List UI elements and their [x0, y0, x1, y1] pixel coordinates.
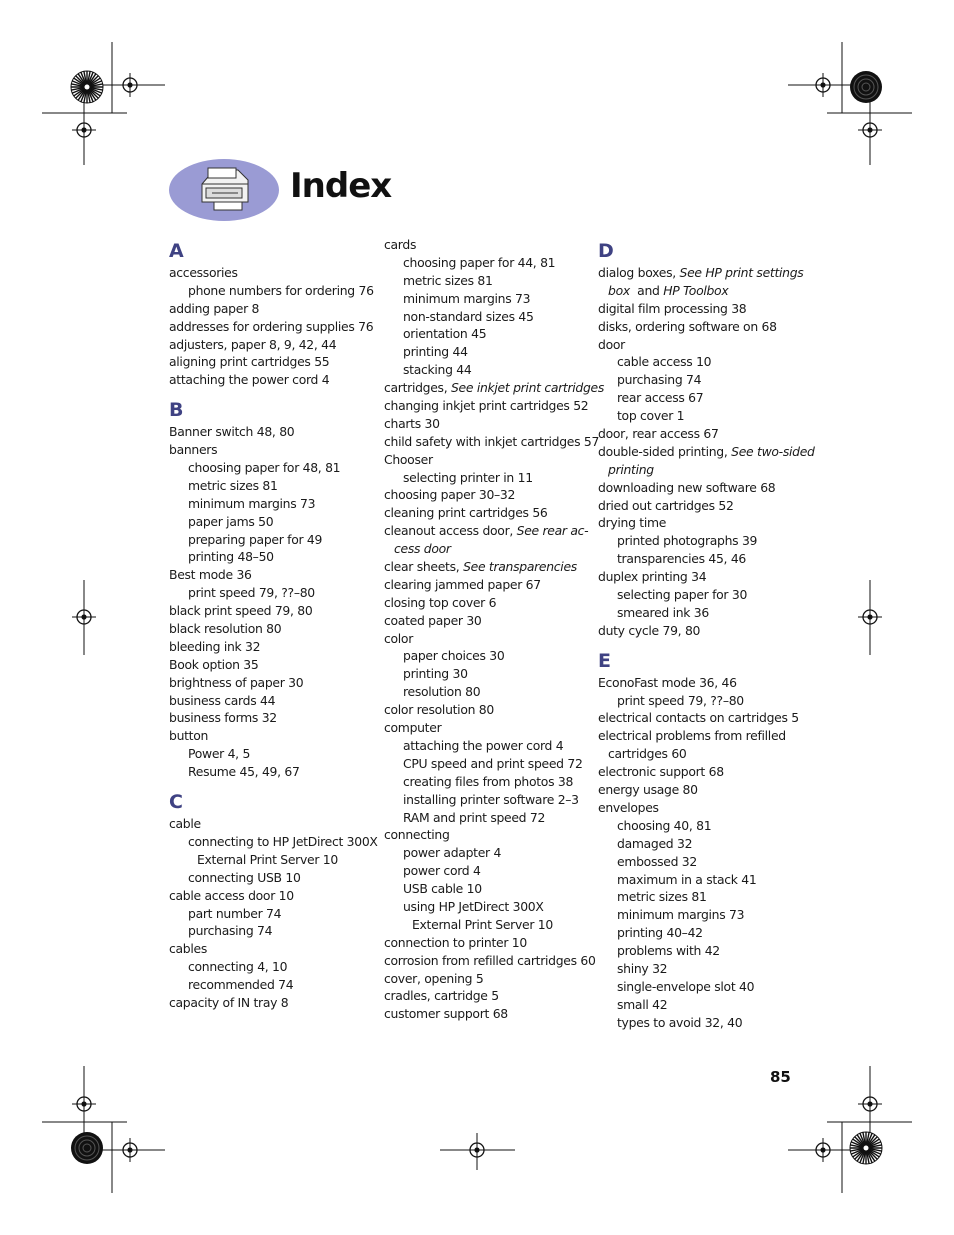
index-entry	[384, 504, 589, 522]
index-entry	[169, 353, 374, 371]
index-entry-text: USB cable 10	[403, 881, 482, 897]
index-subentry	[598, 461, 803, 479]
index-subentry	[598, 835, 803, 853]
index-subentry	[384, 469, 589, 487]
index-subentry	[169, 548, 374, 566]
index-entry	[169, 940, 374, 958]
index-entry	[169, 994, 374, 1012]
index-entry-text: transparencies 45, 46	[617, 551, 746, 567]
index-entry-text: duplex printing 34	[598, 569, 707, 585]
index-subentry	[384, 272, 589, 290]
index-subentry	[384, 737, 589, 755]
index-entry	[169, 371, 374, 389]
index-entry-text: creating files from photos 38	[403, 773, 574, 789]
index-entry-text: cleaning print cartridges 56	[384, 505, 548, 521]
index-subentry	[598, 906, 803, 924]
index-subentry	[384, 809, 589, 827]
index-entry	[598, 727, 803, 745]
index-subentry	[384, 862, 589, 880]
index-entry-text: minimum margins 73	[188, 495, 316, 511]
index-subentry	[384, 683, 589, 701]
index-entry-text: rear access 67	[617, 390, 704, 406]
index-entry-text: cleanout access door,	[384, 523, 517, 539]
index-entry-cross-reference: See transparencies	[463, 559, 577, 575]
index-entry	[598, 781, 803, 799]
index-entry-text: electrical contacts on cartridges 5	[598, 710, 799, 726]
index-entry-text: customer support 68	[384, 1006, 508, 1022]
index-entry	[169, 318, 374, 336]
index-column-1	[169, 238, 378, 1012]
index-entry-text: capacity of IN tray 8	[169, 994, 289, 1010]
index-entry	[169, 423, 374, 441]
index-entry-cross-reference: See rear ac-	[516, 523, 589, 539]
index-entry	[384, 952, 596, 970]
index-entry-text: color	[384, 630, 414, 646]
index-entry-text: printed photographs 39	[617, 533, 758, 549]
index-subentry	[598, 960, 803, 978]
index-entry-text: print speed 79, ??–80	[188, 585, 315, 601]
index-subentry	[169, 958, 374, 976]
index-entry-text: Best mode 36	[169, 567, 252, 583]
index-entry-text: cartridges 60	[608, 746, 687, 762]
index-entry-cross-reference: cess door	[394, 541, 451, 557]
index-entry	[169, 602, 374, 620]
index-entry	[169, 727, 374, 745]
index-subentry	[384, 540, 589, 558]
index-entry-text: purchasing 74	[188, 923, 273, 939]
index-entry-text: choosing paper for 44, 81	[403, 254, 556, 270]
index-entry-text: cradles, cartridge 5	[384, 988, 499, 1004]
index-subentry	[169, 745, 374, 763]
index-entry-text: choosing 40, 81	[617, 817, 712, 833]
index-subentry	[598, 550, 803, 568]
index-subentry	[598, 924, 803, 942]
index-entry-text: color resolution 80	[384, 702, 494, 718]
index-entry	[169, 441, 374, 459]
index-entry	[384, 987, 589, 1005]
index-entry-text: CPU speed and print speed 72	[403, 755, 583, 771]
index-entry-text: phone numbers for ordering 76	[188, 282, 374, 298]
index-entry	[384, 594, 589, 612]
index-entry-text: cables	[169, 941, 207, 957]
index-subentry	[384, 755, 589, 773]
index-entry-text: smeared ink 36	[617, 604, 709, 620]
index-subentry	[598, 888, 803, 906]
index-subentry	[598, 871, 803, 889]
index-entry	[598, 425, 803, 443]
index-entry-text: selecting printer in 11	[403, 469, 533, 485]
index-entry-text: drying time	[598, 515, 667, 531]
index-entry-text: cable access 10	[617, 354, 712, 370]
index-subentry	[169, 851, 374, 869]
index-entry-text: maximum in a stack 41	[617, 871, 757, 887]
index-entry-text: resolution 80	[403, 684, 481, 700]
index-entry-text: damaged 32	[617, 835, 693, 851]
index-entry	[384, 236, 589, 254]
index-subentry	[598, 1014, 803, 1032]
index-subentry	[598, 978, 803, 996]
index-entry-text: cartridges,	[384, 380, 451, 396]
index-entry-text: black print speed 79, 80	[169, 603, 313, 619]
index-entry-text: brightness of paper 30	[169, 674, 304, 690]
index-subentry	[384, 844, 589, 862]
index-subentry	[169, 495, 374, 513]
printer-icon	[168, 158, 280, 222]
index-entry	[384, 970, 589, 988]
index-subentry	[598, 371, 803, 389]
index-subentry	[384, 791, 589, 809]
index-entry-text: metric sizes 81	[188, 477, 278, 493]
index-letter-heading: E	[598, 649, 611, 672]
index-entry-text: installing printer software 2–3	[403, 791, 579, 807]
index-entry-text: banners	[169, 442, 218, 458]
index-subentry	[384, 880, 589, 898]
index-entry-text: non-standard sizes 45	[403, 308, 534, 324]
index-subentry	[598, 996, 803, 1014]
index-entry-text: recommended 74	[188, 977, 294, 993]
index-entry	[169, 674, 374, 692]
index-subentry	[384, 916, 589, 934]
index-entry-cross-reference: printing	[608, 461, 654, 477]
index-entry-text: button	[169, 728, 209, 744]
index-entry-text: duty cycle 79, 80	[598, 622, 701, 638]
index-entry-text: External Print Server 10	[412, 916, 553, 932]
index-subentry	[598, 817, 803, 835]
index-entry-text: External Print Server 10	[197, 851, 338, 867]
index-entry-text: cable access door 10	[169, 887, 294, 903]
index-entry-text: digital film processing 38	[598, 300, 747, 316]
index-entry-text: part number 74	[188, 905, 282, 921]
index-entry-text: adjusters, paper 8, 9, 42, 44	[169, 336, 337, 352]
index-letter-heading: B	[169, 399, 184, 422]
index-entry-text: dialog boxes,	[598, 265, 680, 280]
index-entry-text: selecting paper for 30	[617, 587, 748, 603]
index-entry-text: purchasing 74	[617, 372, 702, 388]
index-subentry	[384, 325, 589, 343]
index-entry-text: embossed 32	[617, 853, 697, 869]
index-entry-text: connecting	[384, 827, 450, 843]
index-entry	[384, 397, 589, 415]
index-entry-text: clear sheets,	[384, 559, 464, 575]
index-subentry	[169, 459, 374, 477]
index-entry	[598, 497, 803, 515]
index-subentry	[169, 905, 374, 923]
index-entry-text: changing inkjet print cartridges 52	[384, 398, 589, 414]
index-entry	[169, 656, 374, 674]
index-entry	[598, 514, 803, 532]
index-subentry	[598, 586, 803, 604]
index-letter-heading: D	[598, 240, 614, 262]
index-entry-text: choosing paper 30–32	[384, 487, 516, 503]
index-entry-text: business cards 44	[169, 692, 276, 708]
index-column-3	[598, 238, 815, 1032]
index-entry-text: metric sizes 81	[617, 889, 707, 905]
index-entry	[384, 379, 605, 397]
index-entry-cross-reference: box	[608, 282, 630, 298]
index-entry	[384, 719, 589, 737]
index-entry-text: using HP JetDirect 300X	[403, 898, 544, 914]
index-entry	[384, 576, 589, 594]
index-subentry	[384, 898, 589, 916]
index-subentry	[384, 665, 589, 683]
index-letter-heading: A	[169, 240, 184, 262]
index-entry-text: electrical problems from refilled	[598, 728, 786, 744]
index-entry-text: double-sided printing,	[598, 443, 732, 459]
index-subentry	[384, 647, 589, 665]
index-entry	[384, 934, 589, 952]
index-subentry	[169, 976, 374, 994]
page-number: 85	[770, 1068, 791, 1086]
index-entry-text: disks, ordering software on 68	[598, 318, 777, 334]
index-entry	[598, 479, 803, 497]
index-entry	[384, 558, 589, 576]
index-entry-text: charts 30	[384, 415, 440, 431]
index-entry	[384, 522, 589, 540]
index-subentry	[384, 254, 589, 272]
index-subentry	[598, 282, 803, 300]
index-entry-text: Power 4, 5	[188, 746, 251, 762]
index-subentry	[169, 477, 374, 495]
index-entry-text: preparing paper for 49	[188, 531, 323, 547]
index-entry	[598, 443, 815, 461]
index-entry-text: child safety with inkjet cartridges 57	[384, 433, 600, 449]
index-entry-text: black resolution 80	[169, 621, 282, 637]
index-entry-text: printing 44	[403, 344, 468, 360]
index-column-2	[384, 236, 605, 1023]
index-subentry	[598, 407, 803, 425]
index-entry	[384, 701, 589, 719]
index-subentry	[384, 343, 589, 361]
index-entry-text: and	[629, 282, 664, 298]
index-entry	[169, 638, 374, 656]
index-entry-text: cable	[169, 816, 201, 832]
index-entry	[384, 612, 589, 630]
index-entry	[598, 300, 803, 318]
index-entry	[598, 318, 803, 336]
index-entry	[169, 336, 374, 354]
index-entry-cross-reference: HP Toolbox	[663, 282, 729, 298]
index-entry-text: printing 30	[403, 666, 468, 682]
index-entry-cross-reference: See HP print settings	[679, 265, 804, 280]
index-entry-text: dried out cartridges 52	[598, 497, 734, 513]
index-entry-text: downloading new software 68	[598, 479, 776, 495]
index-entry-text: closing top cover 6	[384, 594, 497, 610]
index-entry	[169, 815, 374, 833]
index-entry	[598, 799, 803, 817]
index-entry	[598, 264, 803, 282]
index-entry-text: RAM and print speed 72	[403, 809, 546, 825]
index-subentry	[598, 604, 803, 622]
index-entry-text: envelopes	[598, 799, 659, 815]
index-entry-text: small 42	[617, 996, 668, 1012]
index-subentry	[384, 290, 589, 308]
index-entry-text: corrosion from refilled cartridges 60	[384, 952, 596, 968]
index-subentry	[169, 869, 374, 887]
index-entry-text: door	[598, 336, 625, 352]
index-entry-text: printing 40–42	[617, 925, 703, 941]
index-entry-text: business forms 32	[169, 710, 277, 726]
index-entry	[384, 415, 589, 433]
index-subentry	[169, 282, 374, 300]
index-entry-text: Book option 35	[169, 656, 259, 672]
index-entry	[598, 709, 803, 727]
index-entry-text: minimum margins 73	[403, 290, 531, 306]
index-entry-cross-reference: See two-sided	[731, 443, 815, 459]
index-entry-text: cover, opening 5	[384, 970, 484, 986]
index-entry-text: Chooser	[384, 451, 433, 467]
index-subentry	[384, 361, 589, 379]
index-subentry	[598, 853, 803, 871]
index-entry-text: electronic support 68	[598, 764, 724, 780]
index-entry-text: Banner switch 48, 80	[169, 424, 295, 440]
index-entry-text: connecting USB 10	[188, 869, 301, 885]
index-entry-text: addresses for ordering supplies 76	[169, 318, 374, 334]
index-entry-text: orientation 45	[403, 326, 487, 342]
index-entry-text: connecting to HP JetDirect 300X	[188, 833, 378, 849]
index-entry-text: shiny 32	[617, 960, 668, 976]
index-entry-text: connection to printer 10	[384, 934, 527, 950]
index-entry-text: bleeding ink 32	[169, 638, 261, 654]
index-entry	[598, 763, 803, 781]
index-entry-text: connecting 4, 10	[188, 959, 288, 975]
index-subentry	[598, 353, 803, 371]
index-entry-text: printing 48–50	[188, 549, 274, 565]
page-title: Index	[290, 166, 392, 206]
index-subentry	[169, 513, 374, 531]
index-entry-text: cards	[384, 237, 417, 252]
index-entry-text: aligning print cartridges 55	[169, 354, 330, 370]
index-entry-cross-reference: See inkjet print cartridges	[450, 380, 605, 396]
index-subentry	[169, 763, 374, 781]
index-entry-text: computer	[384, 720, 442, 736]
index-subentry	[598, 692, 803, 710]
index-entry-text: top cover 1	[617, 408, 685, 424]
index-entry	[384, 1005, 589, 1023]
index-entry-text: minimum margins 73	[617, 907, 745, 923]
index-entry-text: accessories	[169, 265, 238, 280]
index-entry-text: door, rear access 67	[598, 426, 719, 442]
index-entry-text: coated paper 30	[384, 612, 482, 628]
index-entry	[598, 568, 803, 586]
index-subentry	[384, 773, 589, 791]
index-entry	[384, 486, 589, 504]
index-entry	[169, 709, 374, 727]
index-entry-text: attaching the power cord 4	[169, 372, 330, 388]
index-entry-text: metric sizes 81	[403, 272, 493, 288]
index-entry	[169, 692, 374, 710]
index-entry-text: power cord 4	[403, 863, 481, 879]
index-entry	[384, 630, 589, 648]
index-subentry	[169, 531, 374, 549]
index-subentry	[384, 308, 589, 326]
index-subentry	[169, 584, 374, 602]
index-entry	[598, 622, 803, 640]
index-entry-text: single-envelope slot 40	[617, 978, 755, 994]
index-entry-text: paper jams 50	[188, 513, 274, 529]
index-entry-text: stacking 44	[403, 362, 472, 378]
index-subentry	[598, 389, 803, 407]
index-entry-text: print speed 79, ??–80	[617, 692, 744, 708]
index-entry-text: clearing jammed paper 67	[384, 576, 541, 592]
index-entry	[169, 566, 374, 584]
index-subentry	[169, 922, 374, 940]
index-entry	[598, 674, 803, 692]
index-entry-text: Resume 45, 49, 67	[188, 764, 300, 780]
index-entry-text: choosing paper for 48, 81	[188, 460, 341, 476]
index-entry-text: types to avoid 32, 40	[617, 1014, 743, 1030]
index-subentry	[598, 745, 803, 763]
index-entry-text: EconoFast mode 36, 46	[598, 674, 737, 690]
index-entry-text: paper choices 30	[403, 648, 505, 664]
index-entry-text: power adapter 4	[403, 845, 502, 861]
index-entry-text: adding paper 8	[169, 300, 260, 316]
index-entry	[169, 620, 374, 638]
index-entry-text: energy usage 80	[598, 782, 698, 798]
index-entry	[384, 826, 589, 844]
index-entry	[169, 887, 374, 905]
index-entry	[598, 336, 803, 354]
index-subentry	[598, 942, 803, 960]
index-entry-text: problems with 42	[617, 943, 720, 959]
index-entry	[384, 451, 589, 469]
index-entry	[384, 433, 600, 451]
index-entry-text: attaching the power cord 4	[403, 737, 564, 753]
index-entry	[169, 264, 374, 282]
index-entry	[169, 300, 374, 318]
index-letter-heading: C	[169, 791, 183, 814]
index-subentry	[169, 833, 378, 851]
index-subentry	[598, 532, 803, 550]
